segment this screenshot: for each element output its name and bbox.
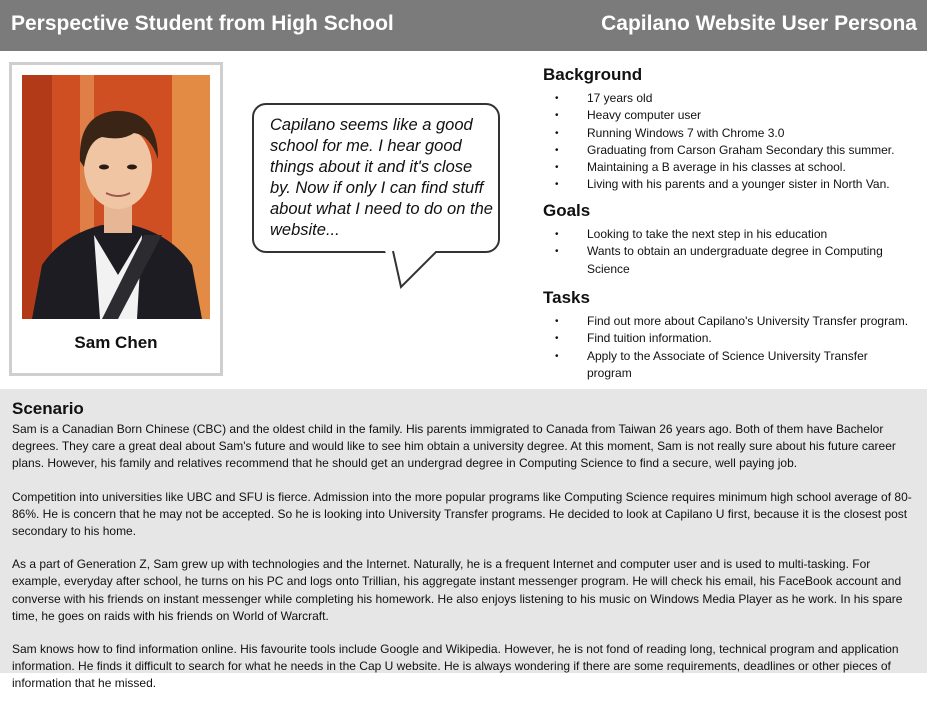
goals-heading: Goals	[543, 201, 591, 220]
list-item: • Living with his parents and a younger sister in North Van.	[543, 176, 927, 193]
list-item: • 17 years old	[543, 90, 927, 107]
persona-document-title: Capilano Website User Persona	[601, 12, 917, 35]
list-item: • Heavy computer user	[543, 107, 927, 124]
list-item: • Apply to the Associate of Science University Transfer program	[543, 348, 923, 383]
background-heading: Background	[543, 65, 643, 84]
scenario-body	[12, 421, 917, 709]
scenario-paragraph: As a part of Generation Z, Sam grew up with technologies and the Internet. Naturally, he is a frequent Internet and computer user and is used to multi-tasking. For example, everyday after school, he turns on his PC and logs onto Trillian, his aggregate instant messenger program. He will check his email, his FaceBook account and converse with his friends on instant messenger while completing his homework. He also enjoys listening to his music on Windows Media Player as he work. In his spare time, he goes on raids with his friends on World of Warcraft.	[12, 557, 903, 623]
persona-type-title: Perspective Student from High School	[11, 12, 394, 35]
list-item: • Find out more about Capilano's University Transfer program.	[543, 313, 923, 330]
list-item: • Running Windows 7 with Chrome 3.0	[543, 125, 927, 142]
list-item: • Wants to obtain an undergraduate degree in Computing Science	[543, 243, 903, 278]
scenario-section	[0, 389, 927, 691]
list-item: • Find tuition information.	[543, 330, 923, 347]
list-item: • Maintaining a B average in his classes at school.	[543, 159, 927, 176]
scenario-paragraph: Sam knows how to find information online. His favourite tools include Google and Wikipedia. However, he is not fond of reading long, technical program and application information. He finds it difficult to search for what he needs in the Cap U website. He is always wondering if there are some requirements, deadlines or other pieces of information that he missed.	[12, 642, 899, 691]
tasks-heading: Tasks	[543, 288, 590, 307]
tasks-list	[543, 313, 923, 382]
bubble-tail-icon	[385, 251, 445, 291]
scenario-paragraph: Sam is a Canadian Born Chinese (CBC) and the oldest child in the family. His parents immigrated to Canada from Taiwan 26 years ago. Both of them have Bachelor degrees. They care a great deal about Sam's future and would like to see him obtain a university degree. At this moment, Sam is not really sure about his future career plans. However, his family and relatives recommend that he should get an undergrad degree in Computing Science to find a secure, well paying job.	[12, 422, 896, 471]
list-item: • Graduating from Carson Graham Secondary this summer.	[543, 142, 927, 159]
persona-photo-card	[9, 62, 223, 376]
goals-list	[543, 226, 903, 278]
background-list	[543, 90, 927, 194]
persona-name: Sam Chen	[74, 333, 158, 352]
persona-quote: Capilano seems like a good school for me. I hear good things about it and it's close by. Now if only I can find stuff about what I need to do on the website...	[270, 116, 493, 239]
list-item: • Looking to take the next step in his education	[543, 226, 903, 243]
scenario-paragraph: Competition into universities like UBC and SFU is fierce. Admission into the more popular programs like Computing Science requires minimum high school average of 80-86%. He is concern that he may not be accepted. So he is looking into University Transfer programs. He decided to look at Capilano U first, because it is the closest post secondary to his home.	[12, 489, 912, 539]
scenario-heading: Scenario	[12, 399, 84, 418]
page-header	[0, 0, 927, 51]
person-portrait-icon	[22, 75, 210, 319]
